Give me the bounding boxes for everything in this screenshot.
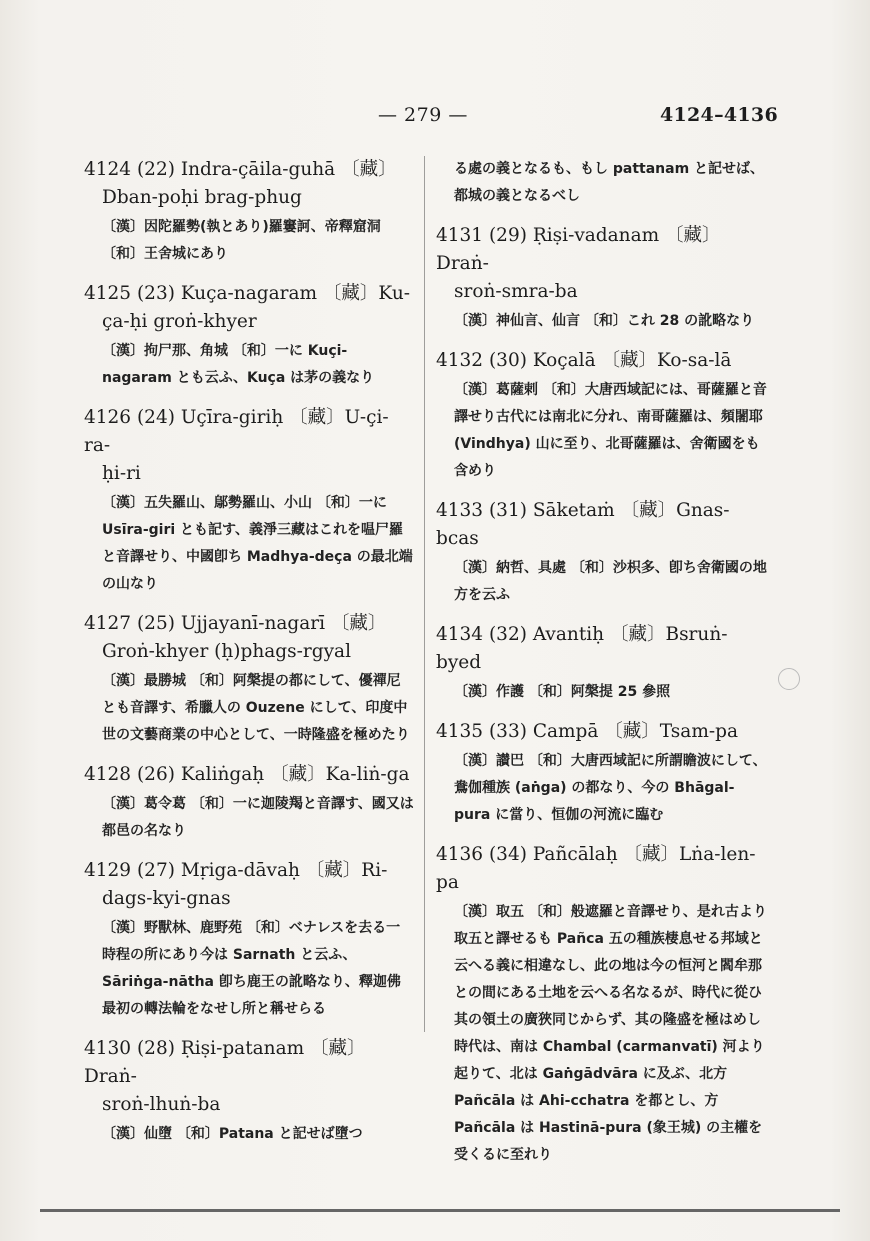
entry-body: 〔漢〕取五 〔和〕般遮羅と音譯せり、是れ古より取五と譯せるも Pañca 五の種族棲息せる邦域と云へる義に相違なし、此の地は今の恒河と閻牟那との間にある土地を云へる名なるが、時代に從ひ其の領土の廣狹同じからず、其の隆盛を極はめし時代は、南は Chambal (carmanvatī) 河より起りて、北は Gaṅgādvāra に及ぶ、北方 Pañcāla は Ahi-cchatra を都とし、方 Pañcāla は Hastinā-pura (象王城) の主權を受くるに至れり — [454, 904, 767, 1163]
entry-4134 — [436, 621, 768, 706]
entry-4132 — [436, 347, 768, 485]
entry-4131 — [436, 222, 768, 335]
entry-heading: 4132 (30) Koçalā 〔藏〕Ko-sa-lā — [436, 350, 732, 371]
entry-heading: 4129 (27) Mṛiga-dāvaḥ 〔藏〕Ri- dags-kyi-gnas — [84, 860, 388, 909]
entry-4127 — [84, 610, 414, 749]
entry-heading: 4134 (32) Avantiḥ 〔藏〕Bsruṅ-byed — [436, 624, 728, 673]
entry-body: 〔漢〕五失羅山、鄔勢羅山、小山 〔和〕一に Usīra-giri とも記す、義淨三藏はこれを嗢尸羅と音譯せり、中國卽ち Madhya-deça の最北端の山なり — [102, 495, 413, 592]
entry-4126 — [84, 404, 414, 598]
punch-hole-mark — [778, 668, 800, 690]
entry-heading: 4128 (26) Kaliṅgaḥ 〔藏〕Ka-liṅ-ga — [84, 764, 410, 785]
entry-4133 — [436, 497, 768, 609]
entry-heading: 4136 (34) Pañcālaḥ 〔藏〕Lṅa-len-pa — [436, 844, 756, 893]
left-column — [84, 156, 414, 1160]
entry-4130 — [84, 1035, 414, 1148]
entry-body: 〔漢〕拘尸那、角城 〔和〕一に Kuçi-nagaram とも云ふ、Kuça は茅の義なり — [102, 343, 375, 386]
entry-body: 〔漢〕野獸林、鹿野苑 〔和〕ベナレスを去る一時程の所にあり今は Sarnath と云ふ、Sāriṅga-nātha 卽ち鹿王の訛略なり、釋迦佛最初の轉法輪をなせし所と稱せらる — [102, 920, 401, 1017]
entry-heading: 4131 (29) Ṛiṣi-vadanam 〔藏〕Draṅ- sroṅ-smra-ba — [436, 225, 721, 302]
entry-heading: 4130 (28) Ṛiṣi-patanam 〔藏〕Draṅ- sroṅ-lhuṅ-ba — [84, 1038, 366, 1115]
entry-4135 — [436, 718, 768, 829]
entry-body: 〔漢〕仙墮 〔和〕Patana と記せば墮つ — [102, 1126, 363, 1142]
entry-4125 — [84, 280, 414, 392]
entry-body: 〔漢〕讃巴 〔和〕大唐西域記に所謂瞻波にして、鴦伽種族 (aṅga) の都なり、今の Bhāgal-pura に當り、恒伽の河流に臨む — [454, 753, 767, 823]
column-divider — [424, 156, 425, 1032]
entry-heading: 4135 (33) Campā 〔藏〕Tsam-pa — [436, 721, 738, 742]
entry-4124 — [84, 156, 414, 268]
bottom-edge-line — [40, 1209, 840, 1212]
entry-range: 4124–4136 — [660, 104, 778, 126]
entry-heading: 4126 (24) Uçīra-giriḥ 〔藏〕U-çi-ra- ḥi-ri — [84, 407, 389, 484]
entry-body: 〔漢〕神仙言、仙言 〔和〕これ 28 の訛略なり — [454, 313, 755, 329]
entry-4136 — [436, 841, 768, 1169]
entry-body: 〔漢〕因陀羅勢(執とあり)羅窶訶、帝釋窟洞 〔和〕王舍城にあり — [102, 219, 381, 262]
entry-heading: 4124 (22) Indra-çāila-guhā 〔藏〕 Dban-poḥi brag-phug — [84, 159, 397, 208]
entry-body: 〔漢〕最勝城 〔和〕阿槃提の都にして、優禪尼とも音譯す、希臘人の Ouzene にして、印度中世の文藝商業の中心として、一時隆盛を極めたり — [102, 673, 410, 743]
right-column — [436, 156, 768, 1181]
entry-4128 — [84, 761, 414, 845]
entry-heading: 4127 (25) Ujjayanī-nagarī 〔藏〕 Groṅ-khyer (ḥ)phags-rgyal — [84, 613, 387, 662]
page-number: — 279 — — [378, 104, 468, 126]
entry-heading: 4133 (31) Sāketaṁ 〔藏〕Gnas-bcas — [436, 500, 730, 549]
entry-4129 — [84, 857, 414, 1023]
entry-body: 〔漢〕葛令葛 〔和〕一に迦陵羯と音譯す、國又は都邑の名なり — [102, 796, 414, 839]
continued-text: る處の義となるも、もし pattanam と記せば、都城の義となるべし — [454, 161, 765, 204]
entry-body: 〔漢〕納哲、具處 〔和〕沙枳多、卽ち舍衛國の地方を云ふ — [454, 560, 767, 603]
entry-body: 〔漢〕葛薩剌 〔和〕大唐西域記には、哥薩羅と音譯せり古代には南北に分れ、南哥薩羅は、頻闍耶 (Vindhya) 山に至り、北哥薩羅は、舍衛國をも含めり — [454, 382, 767, 479]
entry-heading: 4125 (23) Kuça-nagaram 〔藏〕Ku- ça-ḥi groṅ-khyer — [84, 283, 410, 332]
entry-body: 〔漢〕作護 〔和〕阿槃提 25 參照 — [454, 684, 671, 700]
